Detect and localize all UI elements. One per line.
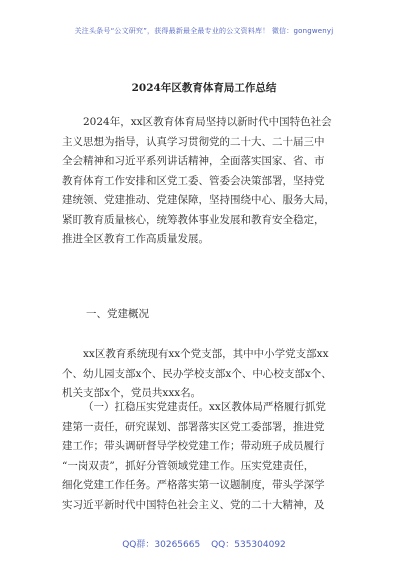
paragraph-line: “一岗双责”，抓好分管领域党建工作。压实党建责任， [62, 459, 315, 472]
paragraph-line: （一）扛稳压实党建责任。xx区教体局严格履行抓党 [83, 401, 326, 413]
qq-group-number: QQ群：30265665 [122, 540, 201, 550]
intro-paragraph [62, 113, 350, 250]
paragraph-line: 个、幼儿园支部x个、民办学校支部x个、中心校支部x个、 [62, 367, 332, 380]
paragraph-line: 全会精神和习近平系列讲话精神，全面落实国家、省、市 [62, 155, 325, 167]
footer-contact [0, 537, 408, 550]
paragraph-line: 建第一责任，研究谋划、部署落实区党工委部署，推进党 [62, 420, 325, 433]
party-responsibility-paragraph [62, 398, 350, 515]
paragraph-line: xx区教育系统现有xx个党支部，其中中小学党支部xx [83, 348, 329, 360]
paragraph-line: 主义思想为指导，认真学习贯彻党的二十大、二十届三中 [62, 135, 325, 148]
section-heading: 一、党建概况 [86, 308, 149, 320]
overview-paragraph [62, 345, 350, 404]
document-title: 2024年区教育体育局工作总结 [131, 82, 277, 94]
paragraph-line: 建统领、党建推动、党建保障，坚持围绕中心、服务大局， [62, 194, 335, 206]
header-banner: 关注头条号“公文研究”，获得最新最全最专业的公文资料库！ 微信：gongwenyj [74, 27, 334, 35]
paragraph-line: 实习近平新时代中国特色社会主义、党的二十大精神，及 [62, 498, 325, 511]
paragraph-line: 教育体育工作安排和区党工委、管委会决策部署，坚持党 [62, 174, 325, 187]
qq-number: QQ：535304092 [211, 540, 286, 550]
paragraph-line: 推进全区教育工作高质量发展。 [62, 233, 209, 245]
paragraph-line: 建工作；带头调研督导学校党建工作；带动班子成员履行 [62, 440, 325, 452]
paragraph-line: 紧盯教育质量核心，统筹教体事业发展和教育安全稳定， [62, 213, 325, 226]
paragraph-line: 机关支部x个，党员共xxx名。 [62, 387, 202, 399]
paragraph-line: 2024年，xx区教育体育局坚持以新时代中国特色社会 [83, 116, 332, 128]
paragraph-line: 细化党建工作任务。严格落实第一议题制度，带头学深学 [62, 479, 325, 491]
